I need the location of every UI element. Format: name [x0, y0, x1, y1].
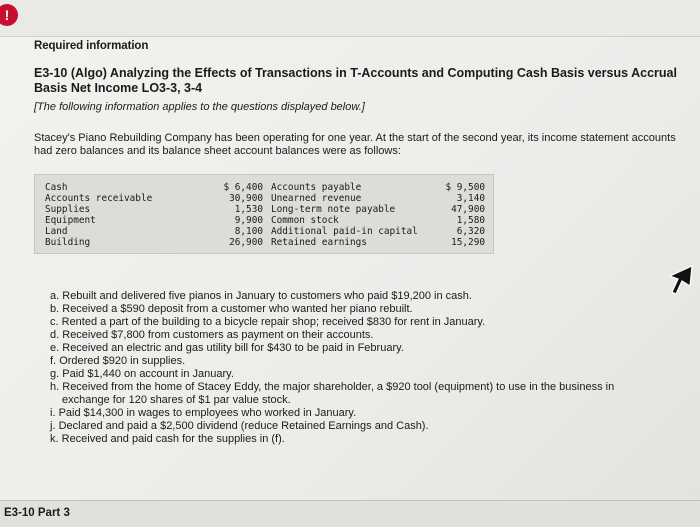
transaction-item [50, 420, 690, 433]
required-information-label: Required information [34, 40, 149, 52]
item-letter: e. [50, 342, 60, 354]
item-text: Paid $1,440 on account in January. [62, 368, 234, 380]
transaction-list [50, 290, 690, 446]
part-label[interactable]: E3-10 Part 3 [4, 507, 70, 519]
transaction-item [50, 316, 690, 329]
account-name: Land [45, 226, 68, 237]
account-name: Accounts payable [271, 182, 362, 193]
account-name: Unearned revenue [271, 193, 362, 204]
alert-icon: ! [0, 4, 18, 26]
item-text: Declared and paid a $2,500 dividend (reduce Retained Earnings and Cash). [58, 420, 429, 432]
account-value: 15,290 [451, 237, 485, 248]
transaction-item [50, 433, 690, 446]
transaction-item [50, 407, 690, 420]
right-account-values [427, 182, 485, 248]
item-text: Received from the home of Stacey Eddy, the major shareholder, a $920 tool (equipment) to use in the business in [62, 381, 615, 393]
account-value: 1,530 [234, 204, 263, 215]
item-letter: f. [50, 355, 57, 367]
item-text: Rented a part of the building to a bicycle repair shop; received $830 for rent in January. [61, 316, 486, 328]
footer-bar [0, 500, 700, 527]
item-letter: j. [50, 420, 56, 432]
item-letter: h. [50, 381, 60, 393]
item-text: Received an electric and gas utility bill for $430 to be paid in February. [62, 342, 404, 354]
account-name: Additional paid-in capital [271, 226, 418, 237]
left-account-names [45, 182, 152, 248]
item-letter: i. [50, 407, 56, 419]
transaction-item [50, 290, 690, 303]
item-text-continued: exchange for 120 shares of $1 par value stock. [62, 394, 291, 406]
transaction-item [50, 329, 690, 342]
transaction-item [50, 368, 690, 381]
top-bar [0, 0, 700, 37]
account-name: Retained earnings [271, 237, 367, 248]
item-text: Paid $14,300 in wages to employees who worked in January. [58, 407, 357, 419]
item-text: Received and paid cash for the supplies in (f). [61, 433, 285, 445]
transaction-item [50, 342, 690, 355]
account-name: Common stock [271, 215, 339, 226]
account-name: Building [45, 237, 91, 248]
account-name: Long-term note payable [271, 204, 396, 215]
right-account-names [271, 182, 418, 248]
intro-paragraph: Stacey's Piano Rebuilding Company has been operating for one year. At the start of the second year, its income statement accounts had zero balances and its balance sheet account balances were as follows: [34, 132, 676, 157]
account-value: 8,100 [234, 226, 263, 237]
transaction-item [50, 381, 690, 407]
account-name: Supplies [45, 204, 91, 215]
account-name: Equipment [45, 215, 96, 226]
left-account-values [193, 182, 263, 248]
account-value: $ 6,400 [223, 182, 263, 193]
account-value: 3,140 [456, 193, 485, 204]
item-letter: c. [50, 316, 59, 328]
problem-heading: E3-10 (Algo) Analyzing the Effects of Transactions in T-Accounts and Computing Cash Basis versus Accrual Basis Net Income LO3-3, 3-4 [34, 66, 677, 95]
balance-sheet-table [34, 174, 494, 254]
item-letter: a. [50, 290, 60, 302]
item-letter: g. [50, 368, 60, 380]
account-value: 47,900 [451, 204, 485, 215]
item-text: Ordered $920 in supplies. [59, 355, 186, 367]
item-letter: d. [50, 329, 60, 341]
item-text: Received $7,800 from customers as payment on their accounts. [62, 329, 374, 341]
item-text: Rebuilt and delivered five pianos in January to customers who paid $19,200 in cash. [62, 290, 472, 302]
account-value: 26,900 [229, 237, 263, 248]
account-name: Cash [45, 182, 68, 193]
account-value: 30,900 [229, 193, 263, 204]
account-value: 6,320 [456, 226, 485, 237]
item-letter: k. [50, 433, 59, 445]
applies-note: [The following information applies to the questions displayed below.] [34, 101, 365, 113]
transaction-item [50, 355, 690, 368]
item-letter: b. [50, 303, 60, 315]
account-name: Accounts receivable [45, 193, 153, 204]
account-value: $ 9,500 [445, 182, 485, 193]
account-value: 1,580 [456, 215, 485, 226]
account-value: 9,900 [234, 215, 263, 226]
transaction-item [50, 303, 690, 316]
item-text: Received a $590 deposit from a customer who wanted her piano rebuilt. [62, 303, 413, 315]
